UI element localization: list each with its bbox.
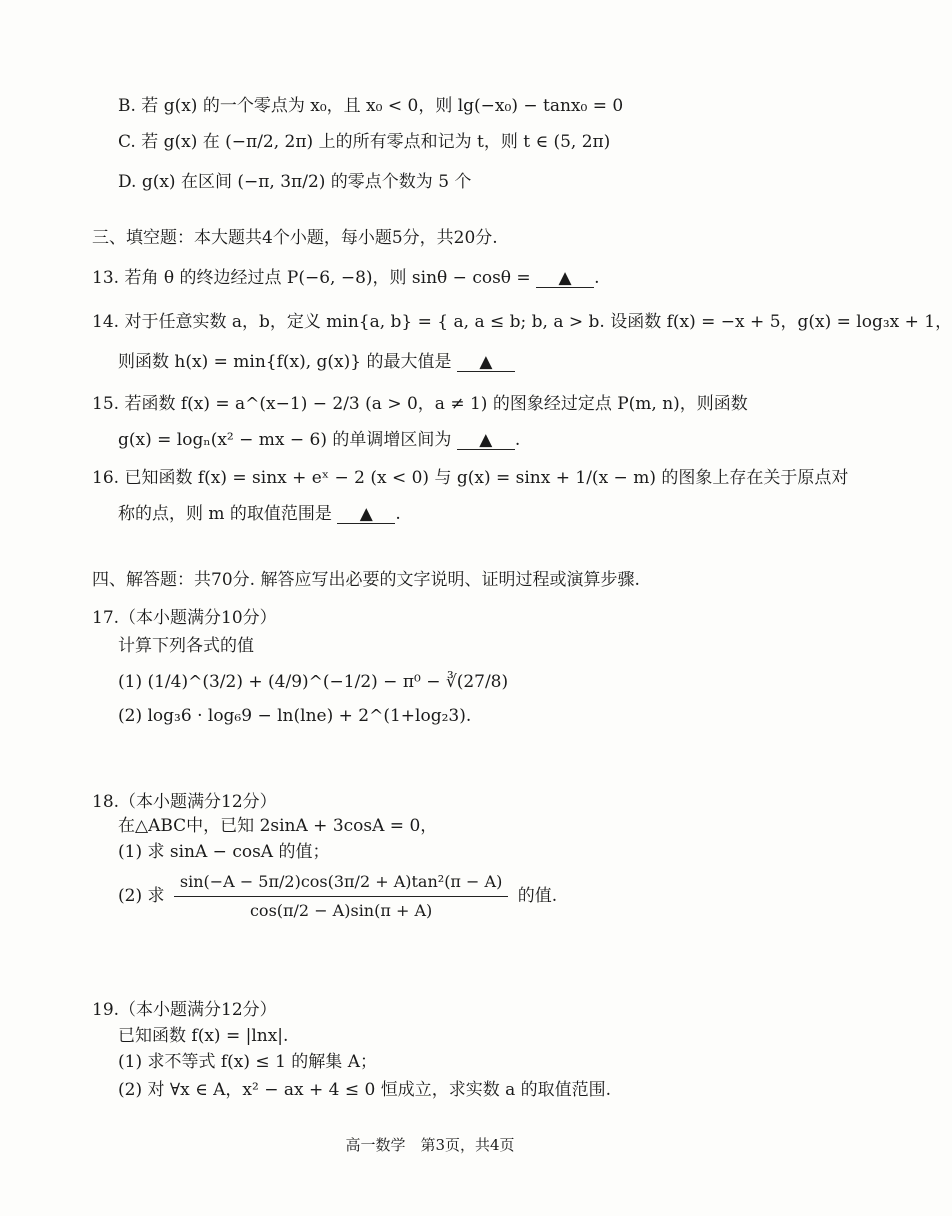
question-16-text: 称的点，则 m 的取值范围是: [118, 504, 332, 524]
question-13: 13. 若角 θ 的终边经过点 P(−6, −8)，则 sinθ − cosθ = ▲ .: [92, 268, 600, 288]
question-17-part1: (1) (1/4)^(3/2) + (4/9)^(−1/2) − π⁰ − ∛(27/8): [118, 672, 509, 692]
question-15-line1: 15. 若函数 f(x) = a^(x−1) − 2/3 (a > 0，a ≠ 1) 的图象经过定点 P(m, n)，则函数: [92, 394, 748, 414]
page-footer: 高一数学 第3页，共4页: [345, 1136, 515, 1154]
question-19-title: 19.（本小题满分12分）: [92, 1000, 277, 1020]
question-18-title: 18.（本小题满分12分）: [92, 792, 277, 812]
question-19-part1: (1) 求不等式 f(x) ≤ 1 的解集 A；: [118, 1052, 377, 1072]
option-b: B. 若 g(x) 的一个零点为 x₀，且 x₀ < 0，则 lg(−x₀) − tanx₀ = 0: [118, 96, 624, 116]
question-14-line1: 14. 对于任意实数 a，b，定义 min{a, b} = { a, a ≤ b; b, a > b. 设函数 f(x) = −x + 5，g(x) = log₃x + 1，: [92, 312, 952, 332]
question-15-text: g(x) = logₙ(x² − mx − 6) 的单调增区间为: [118, 430, 452, 450]
answer-blank: ▲: [536, 269, 594, 288]
answer-blank: ▲: [457, 353, 515, 372]
question-19-part2: (2) 对 ∀x ∈ A，x² − ax + 4 ≤ 0 恒成立，求实数 a 的取值范围.: [118, 1080, 612, 1100]
section4-heading: 四、解答题：共70分. 解答应写出必要的文字说明、证明过程或演算步骤.: [92, 570, 640, 590]
question-17-intro: 计算下列各式的值: [118, 636, 254, 656]
question-16-line2: 称的点，则 m 的取值范围是 ▲ .: [118, 504, 401, 524]
option-c: C. 若 g(x) 在 (−π/2, 2π) 上的所有零点和记为 t，则 t ∈ (5, 2π): [118, 132, 611, 152]
question-17-part2: (2) log₃6 · log₆9 − ln(lne) + 2^(1+log₂3).: [118, 706, 472, 726]
question-14-text: 则函数 h(x) = min{f(x), g(x)} 的最大值是: [118, 352, 452, 372]
answer-blank: ▲: [457, 431, 515, 450]
question-18-fraction: [174, 868, 508, 925]
question-15-line2: g(x) = logₙ(x² − mx − 6) 的单调增区间为 ▲ .: [118, 430, 521, 450]
question-18-part2-prefix: (2) 求: [118, 886, 165, 906]
question-17-title: 17.（本小题满分10分）: [92, 608, 277, 628]
question-13-text: 13. 若角 θ 的终边经过点 P(−6, −8)，则 sinθ − cosθ =: [92, 268, 531, 288]
question-19-intro: 已知函数 f(x) = |lnx|.: [118, 1026, 289, 1046]
answer-blank: ▲: [337, 505, 395, 524]
question-14-line2: [118, 350, 515, 374]
fraction-denominator: cos(π/2 − A)sin(π + A): [249, 901, 433, 920]
question-18-part1: (1) 求 sinA − cosA 的值；: [118, 842, 330, 862]
section3-heading: 三、填空题：本大题共4个小题，每小题5分，共20分.: [92, 228, 498, 248]
option-d: D. g(x) 在区间 (−π, 3π/2) 的零点个数为 5 个: [118, 172, 472, 192]
question-18-part2: [118, 868, 557, 925]
question-18-intro: 在△ABC中，已知 2sinA + 3cosA = 0，: [118, 816, 438, 836]
fraction-numerator: sin(−A − 5π/2)cos(3π/2 + A)tan²(π − A): [174, 868, 508, 897]
question-18-part2-suffix: 的值.: [517, 886, 558, 906]
question-16-line1: 16. 已知函数 f(x) = sinx + eˣ − 2 (x < 0) 与 g(x) = sinx + 1/(x − m) 的图象上存在关于原点对: [92, 468, 849, 488]
